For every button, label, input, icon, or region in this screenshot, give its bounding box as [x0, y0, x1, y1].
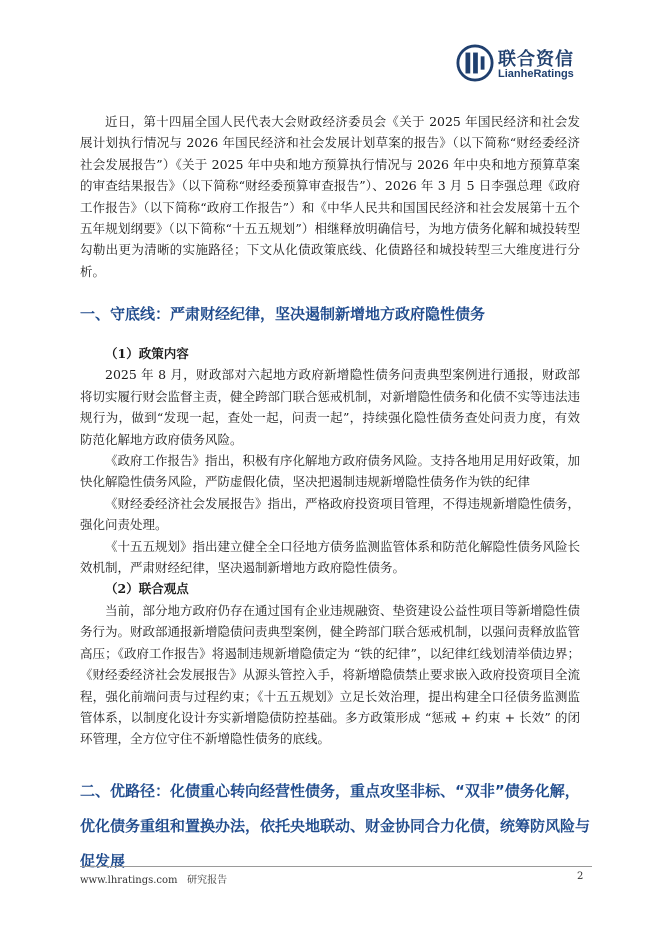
section-1-body [80, 343, 580, 750]
footer-divider [80, 866, 592, 867]
policy-paragraph: 《财经委经济社会发展报告》指出，严格政府投资项目管理，不得违规新增隐性债务，强化问责处理。 [80, 495, 581, 533]
logo-text-en: LianheRatings [498, 68, 574, 80]
policy-paragraph: 《十五五规划》指出建立健全全口径地方债务监测监管体系和防范化解隐性债务风险长效机制，严肃财经纪律，坚决遏制新增地方政府隐性债务。 [80, 538, 581, 576]
header-logo [456, 40, 606, 90]
view-paragraph: 当前，部分地方政府仍存在通过国有企业违规融资、垫资建设公益性项目等新增隐性债务行为。财政部通报新增隐债问责典型案例，健全跨部门联合惩戒机制，以强问责释放监管高压；《政府工作报告》将遏制违规新增隐债定为 “铁的纪律”，以纪律红线划清举债边界；《财经委经济社会发展报告》从源头管控入手，将新增隐债禁止要求嵌入政府投资项目全流程，强化前端问责与过程约束；《十五五规划》立足长效治理，提出构建全口径债务监测监管体系，以制度化设计夯实新增隐债防控基础。多方政策形成 “惩戒 + 约束 + 长效” 的闭环管理，全方位守住不新增隐性债务的底线。 [80, 602, 581, 747]
policy-paragraph: 2025 年 8 月，财政部对六起地方政府新增隐性债务问责典型案例进行通报，财政部将切实履行财会监督主责，健全跨部门联合惩戒机制，对新增隐性债务和化债不实等违法违规行为，做到“发现一起，查处一起，问责一起”，持续强化隐性债务查处问责力度，有效防范化解地方政府债务风险。 [80, 367, 581, 447]
section-1-heading: 一、守底线：严肃财经纪律，坚决遏制新增地方政府隐性债务 [80, 305, 486, 323]
policy-paragraph: 《政府工作报告》指出，积极有序化解地方政府债务风险。支持各地用足用好政策，加快化解隐性债务风险，严防虚假化债，坚决把遏制违规新增隐性债务作为铁的纪律 [80, 453, 581, 490]
footer-label: 研究报告 [187, 875, 228, 886]
footer-site-link[interactable]: www.lhratings.com [80, 875, 178, 886]
section-2-heading: 二、优路径：化债重心转向经营性债务，重点攻坚非标、“双非”债务化解，优化债务重组和置换办法，依托央地联动、财金协同合力化债，统筹防风险与促发展 [80, 782, 591, 870]
footer-source [80, 871, 227, 886]
lianhe-logo-icon [456, 44, 494, 82]
intro-block [80, 111, 580, 282]
subheading-view: （2）联合观点 [105, 581, 189, 597]
page-number: 2 [577, 871, 584, 882]
logo-text-cn: 联合资信 [498, 49, 574, 70]
subheading-policy: （1）政策内容 [105, 346, 189, 361]
intro-paragraph: 近日，第十四届全国人民代表大会财政经济委员会《关于 2025 年国民经济和社会发展计划执行情况与 2026 年国民经济和社会发展计划草案的报告》（以下简称“财经委经济社会发展报告”）《关于 2025 年中央和地方预算执行情况与 2026 年中央和地方预算草案的审查结果报告》（以下简称“财经委预算审查报告”）、2026 年 3 月 5 日李强总理《政府工作报告》（以下简称“政府工作报告”）和《中华人民共和国国民经济和社会发展第十五个五年规划纲要》（以下简称“十五五规划”）相继释放明确信号，为地方债务化解和城投转型勾勒出更为清晰的实施路径；下文从化债政策底线、化债路径和城投转型三大维度进行分析。 [80, 114, 580, 279]
